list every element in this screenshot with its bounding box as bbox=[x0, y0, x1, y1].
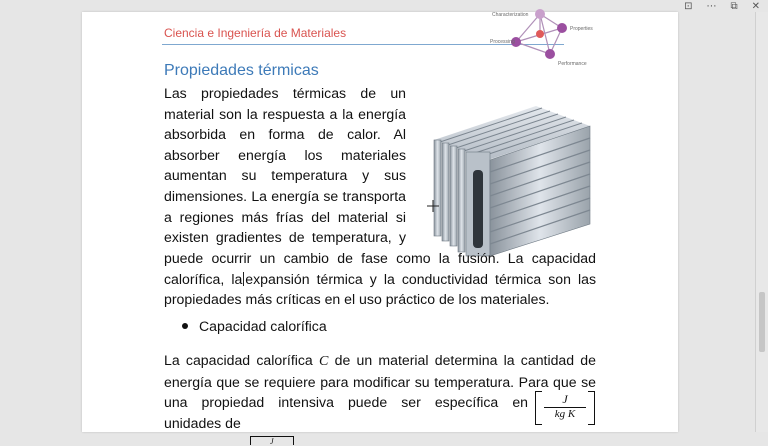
text-line: absorber energía los materiales bbox=[164, 146, 406, 163]
unit-fraction bbox=[533, 391, 597, 425]
text-line: absorbida en forma de calor. Al bbox=[164, 126, 406, 143]
right-bracket bbox=[588, 391, 595, 425]
logo-label-characterization: Characterization bbox=[492, 12, 529, 18]
logo-label-properties: Properties bbox=[570, 26, 593, 32]
header-title: Ciencia e Ingeniería de Materiales bbox=[164, 26, 347, 40]
paragraph-intro bbox=[164, 83, 406, 248]
bullet-label: Capacidad calorífica bbox=[199, 318, 327, 334]
logo-label-performance: Performance bbox=[558, 61, 587, 67]
section-heading: Propiedades térmicas bbox=[164, 62, 319, 79]
text-line: material son la respuesta a la energía bbox=[164, 105, 406, 122]
logo-label-processing: Processing bbox=[490, 39, 515, 45]
text-line: existen gradientes de temperatura, y bbox=[164, 229, 406, 246]
text-line: propiedades más críticas en el uso práctico de los materiales. bbox=[164, 291, 550, 308]
paragraph-continuation bbox=[164, 248, 596, 310]
text-line bbox=[164, 350, 596, 372]
heatsink-image bbox=[428, 100, 596, 260]
maximize-icon[interactable]: ⧉ bbox=[730, 1, 738, 12]
symbol-c: C bbox=[318, 353, 329, 369]
text-line: a regiones más frías del material si bbox=[164, 208, 406, 225]
text-line: Las propiedades térmicas de un bbox=[164, 85, 406, 101]
heatsink-left-fins bbox=[434, 140, 465, 252]
document-page bbox=[82, 12, 678, 446]
text-segment: calorífica, la bbox=[164, 270, 243, 287]
unit-numerator: J bbox=[562, 392, 568, 406]
close-icon[interactable]: ✕ bbox=[751, 1, 760, 12]
text-line: dimensiones. La energía se transporta bbox=[164, 187, 406, 204]
materials-tetrahedron-logo bbox=[480, 12, 678, 72]
text-segment: de un material determina la cantidad de bbox=[334, 352, 596, 368]
more-icon[interactable]: ⋯ bbox=[706, 1, 717, 12]
paragraph-heat-capacity bbox=[164, 350, 596, 433]
text-segment: La capacidad calorífica bbox=[164, 352, 313, 368]
window-controls bbox=[684, 2, 760, 12]
restore-icon[interactable]: ⊡ bbox=[684, 1, 693, 12]
vertical-scrollbar[interactable] bbox=[755, 12, 768, 432]
tetra-node-right bbox=[557, 23, 567, 33]
text-line: puede ocurrir un cambio de fase como la fusión. La capacidad bbox=[164, 250, 596, 266]
bullet-item bbox=[182, 318, 327, 334]
scrollbar-thumb[interactable] bbox=[759, 292, 765, 352]
heatsink-core bbox=[466, 152, 490, 256]
tetra-node-top bbox=[535, 9, 545, 19]
text-line: una propiedad intensiva puede ser específica en unidades de bbox=[164, 394, 528, 431]
tetra-node-bottom bbox=[545, 49, 555, 59]
tetra-node-center bbox=[536, 30, 544, 38]
text-line bbox=[164, 269, 596, 290]
text-segment: expansión térmica y la conductividad térmica son las bbox=[245, 270, 596, 287]
unit-denominator: kg K bbox=[554, 408, 576, 420]
text-line: energía que se requiere para modificar su temperatura. Para que se bbox=[164, 373, 596, 390]
bullet-icon bbox=[182, 323, 188, 329]
partial-unit-bracket bbox=[250, 436, 294, 445]
partial-unit-numerator: J bbox=[270, 437, 274, 446]
text-line: aumentan su temperatura y sus bbox=[164, 167, 406, 184]
